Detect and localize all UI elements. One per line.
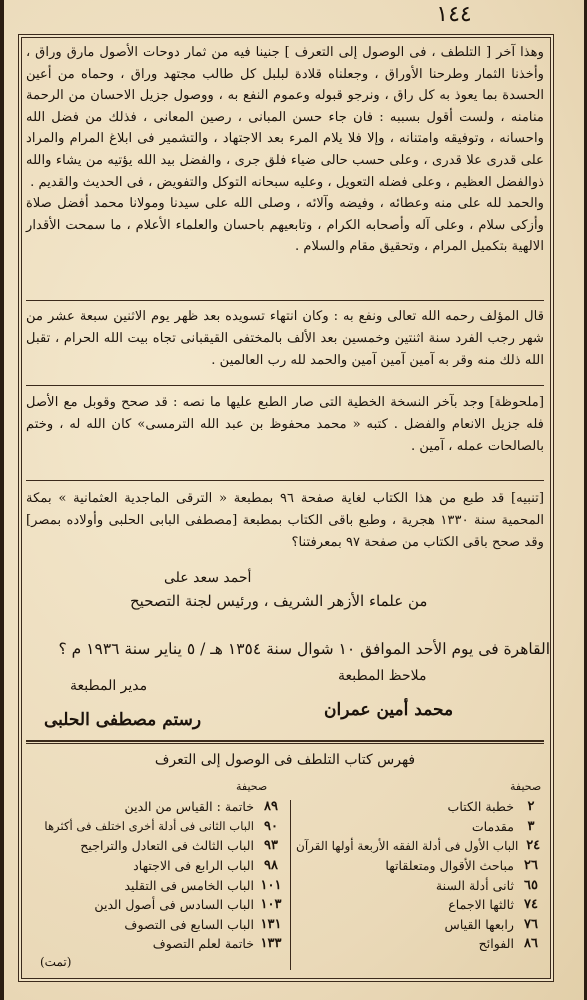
index-title: فهرس كتاب التلطف فى الوصول إلى التعرف: [154, 752, 416, 768]
index-entry: ٦٥ ثانى أدلة السنة: [435, 877, 538, 893]
index-entry: ٢ خطبة الكتاب: [447, 799, 535, 815]
main-text: [26, 42, 544, 258]
index-right-column: [296, 797, 544, 954]
index-entry: ٩٣ الباب الثالث فى التعادل والتراجيح: [80, 838, 278, 854]
rule-after-main: [26, 300, 544, 301]
press-observer-label: ملاحظ المطبعة: [338, 668, 427, 684]
press-manager-name: رستم مصطفى الحلبى: [44, 710, 202, 730]
index-entry: ٨٦ الفوائح: [478, 936, 538, 952]
index-entry: ٢٤ الباب الأول فى أدلة الفقه الأربعة أولها القرآن: [296, 838, 541, 854]
index-entry: ١٠٣ الباب السادس فى أصول الدين: [94, 897, 282, 913]
corrector-name: أحمد سعد على: [164, 570, 252, 586]
press-observer-name: محمد أمين عمران: [324, 700, 454, 720]
index-entry: ٣ مقدمات: [471, 818, 535, 834]
index-entry: ١٠١ الباب الخامس فى التقليد: [124, 877, 282, 893]
right-page-label: صحيفة: [510, 780, 542, 793]
observation-note: [ملحوظة] وجد بآخر النسخة الخطية التى صار الطبع عليها ما نصه : قد صحح وقوبل مع الأصل فله جزيل الانعام والفضل . كتبه « محمد محفوظ بن عبد الله الترمسى» كان الله له ، وختم بالصالحات عمله ، آمين .: [26, 395, 544, 454]
index-entry: ٩٨ الباب الرابع فى الاجتهاد: [133, 858, 278, 874]
page-number: ١٤٤: [436, 2, 472, 27]
index-entry: ١٣١ الباب السابع فى التصوف: [124, 916, 282, 932]
corrector-title: من علماء الأزهر الشريف ، ورئيس لجنة التصحيح: [130, 592, 428, 610]
index-column-divider: [290, 800, 291, 970]
press-manager-label: مدير المطبعة: [70, 678, 148, 694]
rule-before-index-thin: [26, 743, 544, 744]
rule-after-author-note: [26, 385, 544, 386]
index-entry: ١٣٣ خاتمة لعلم التصوف: [152, 936, 282, 952]
left-page-label: صحيفة: [236, 780, 268, 793]
index-entry: ٧٤ ثالثها الاجماع: [448, 897, 538, 913]
rule-after-observation: [26, 480, 544, 481]
closing-paragraph: وهذا آخر [ التلطف ، فى الوصول إلى التعرف ] جنينا فيه من ثمار دوحات الأصول مارق وراق ، وأخذنا الثمار وطرحنا الأوراق ، وجعلناه قلادة لبلبل كل طالب مجتهد وراق ، وحماه من أعين الحسدة بما يعوذ به كل راق ، ونرجو قبوله وعموم النفع به ، ووصول جزيل الاحسان من الرحمة منامنه ، ولست أقول بسببه : فان جاء حسن المبانى ، رصين المعانى ، فذلك من فضل الله واحسانه ، وتوفيقه وامتنانه ، وإلا فلا يلام المرء بعد الاجتهاد ، والتشمير فى ابلاغ المرام والمراد على قدرى علا قدرى ، وعلى حسب حالى ضياء فلق جرى ، والفضل بيد الله يؤتيه من يشاء والله ذوالفضل العظيم ، وعلى فضله التعويل ، وعليه سبحانه التوكل والتفويض ، فى الحديث والقديم .: [26, 45, 544, 190]
book-page: [4, 0, 584, 1000]
rule-before-index: [26, 740, 544, 742]
date-line: القاهرة فى يوم الأحد الموافق ١٠ شوال سنة ١٣٥٤ هـ / ٥ يناير سنة ١٩٣٦ م ؟: [58, 640, 550, 658]
praise-paragraph: والحمد لله على منه وعطائه ، وفيضه وآلائه ، وصلى الله على سيدنا ومولانا محمد أفضل صلاة وأزكى سلام ، وعلى آله وأصحابه الكرام ، وتابعيهم باحسان والعلماء الأعلام ، ما سمحت الأقدار الالهية بتكميل المرام ، وتحقيق مقام والسلام .: [26, 196, 544, 255]
index-entry: ٨٩ خاتمة : القياس من الدين: [124, 799, 278, 815]
end-mark: (تمت): [40, 955, 72, 969]
index-left-column: [26, 797, 284, 954]
index-entry: ٢٦ مباحث الأقوال ومتعلقاتها: [385, 858, 538, 874]
index-entry: ٩٠ الباب الثانى فى أدلة أخرى اختلف فى أكثرها: [44, 818, 278, 834]
index-entry: ٧٦ رابعها القياس: [444, 916, 538, 932]
printing-notice: [تنبيه] قد طبع من هذا الكتاب لغاية صفحة ٩٦ بمطبعة « الترقى الماجدية العثمانية » بمكة المحمية سنة ١٣٣٠ هجرية ، وطبع باقى الكتاب بمطبعة [مصطفى البابى الحلبى وأولاده بمصر] وقد صحح باقى الكتاب من صفحة ٩٧ بمعرفتنا؟: [26, 491, 545, 550]
author-note: قال المؤلف رحمه الله تعالى ونفع به : وكان انتهاء تسويده بعد ظهر يوم الاثنين سبعة عشر من شهر رجب الفرد سنة اثنتين وخمسين بعد الألف بالمختفى القيقبانى تجاه بيت الله الحرام ، تقبل الله ذلك منه وقر به آمين آمين آمين والحمد لله رب العالمين .: [26, 309, 544, 368]
